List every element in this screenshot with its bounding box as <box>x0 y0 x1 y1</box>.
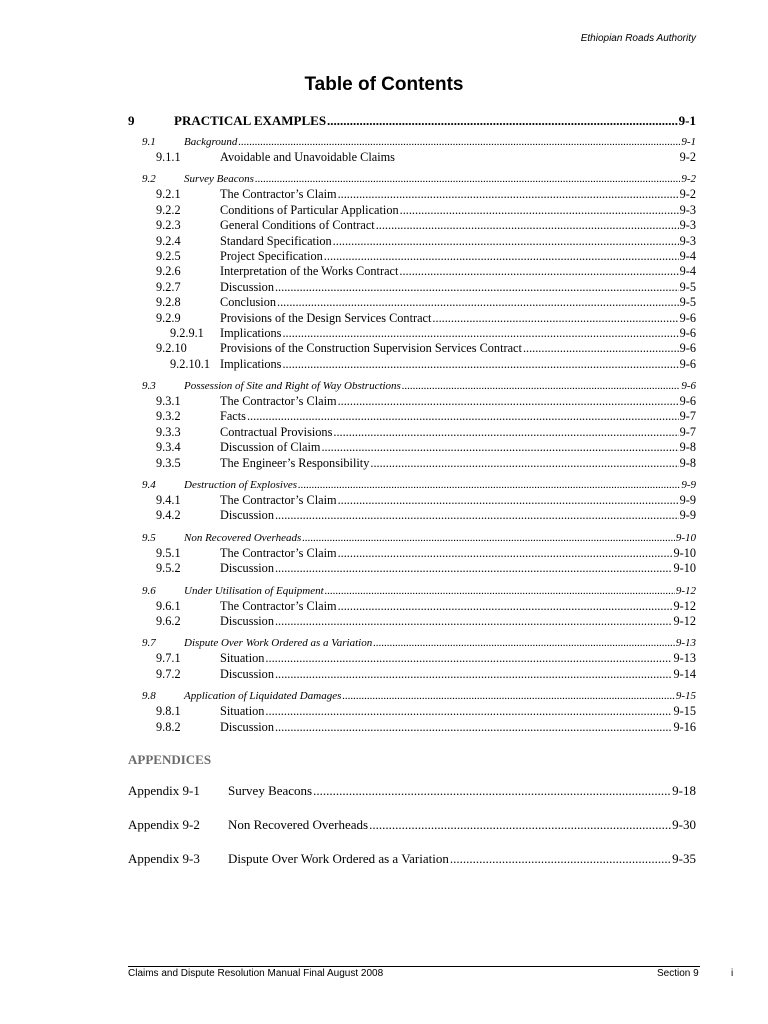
toc-entry[interactable] <box>128 651 696 666</box>
toc-entry-page: 9-1 <box>678 113 696 128</box>
appendices-list <box>128 782 696 884</box>
toc-entry-label: Interpretation of the Works Contract <box>220 264 399 279</box>
toc-entry-number: 9.6 <box>142 584 156 597</box>
toc-entry-label: Implications <box>220 325 282 340</box>
toc-entry-number: 9.2.7 <box>156 279 181 294</box>
toc-entry-number: Appendix 9-1 <box>128 783 200 798</box>
toc-entry-label: Situation <box>220 651 265 666</box>
toc-entry-label: Facts <box>220 409 246 424</box>
toc-entry-leader <box>275 508 679 523</box>
toc-entry-leader <box>298 478 680 493</box>
toc-entry-page: 9-8 <box>679 455 696 470</box>
toc-entry-number: 9.2.8 <box>156 295 181 310</box>
toc-entry-label: Non Recovered Overheads <box>228 817 369 832</box>
toc-entry-leader <box>402 379 680 394</box>
toc-entry-leader <box>313 782 671 800</box>
toc-entry-number: 9.2.9 <box>156 310 181 325</box>
toc-entry[interactable] <box>128 234 696 249</box>
toc-entry-page: 9-2 <box>679 187 696 202</box>
appendix-entry[interactable] <box>128 850 696 868</box>
toc-entry-leader <box>265 704 672 719</box>
toc-entry-label: The Contractor’s Claim <box>220 493 337 508</box>
toc-entry-number: 9.8.1 <box>156 704 181 719</box>
toc-entry-page: 9-13 <box>675 637 696 650</box>
toc-entry-leader <box>302 531 675 546</box>
table-of-contents <box>128 111 696 735</box>
toc-entry-label: Situation <box>220 704 265 719</box>
toc-entry[interactable] <box>128 599 696 614</box>
toc-entry[interactable] <box>128 636 696 651</box>
toc-entry-label: Application of Liquidated Damages <box>184 690 342 703</box>
toc-entry-page: 9-6 <box>679 310 696 325</box>
toc-entry[interactable] <box>128 379 696 394</box>
toc-entry[interactable] <box>128 704 696 719</box>
toc-entry-number: 9.2.1 <box>156 187 181 202</box>
toc-entry-label: Discussion <box>220 613 274 628</box>
toc-entry-leader <box>325 584 675 599</box>
toc-entry-label: Under Utilisation of Equipment <box>184 584 324 597</box>
toc-entry-label: Discussion of Claim <box>220 440 321 455</box>
toc-entry-number: 9.3.3 <box>156 424 181 439</box>
toc-entry-label: General Conditions of Contract <box>220 218 375 233</box>
toc-entry-leader <box>450 850 671 868</box>
toc-entry-number: 9.2.10 <box>156 341 187 356</box>
footer-section: Section 9 <box>657 968 699 979</box>
toc-entry-number: 9.5 <box>142 531 156 544</box>
toc-entry-label: Contractual Provisions <box>220 424 333 439</box>
toc-entry-leader <box>275 280 679 295</box>
toc-entry-label: Possession of Site and Right of Way Obstructions <box>184 380 401 393</box>
appendices-heading: APPENDICES <box>128 752 212 767</box>
toc-entry-page: 9-3 <box>679 218 696 233</box>
toc-entry-leader <box>376 218 679 233</box>
running-header: Ethiopian Roads Authority <box>580 33 696 44</box>
toc-entry-number: Appendix 9-3 <box>128 851 200 866</box>
toc-entry-number: 9.2.5 <box>156 248 181 263</box>
toc-entry-page: 9-6 <box>679 325 696 340</box>
toc-entry-leader <box>324 249 679 264</box>
toc-entry[interactable] <box>128 218 696 233</box>
toc-entry-leader <box>265 651 672 666</box>
toc-entry-page: 9-1 <box>681 136 696 148</box>
toc-entry-leader <box>369 816 671 834</box>
toc-entry-number: 9.2.4 <box>156 233 181 248</box>
toc-entry-number: 9.5.1 <box>156 545 181 560</box>
toc-entry[interactable] <box>128 584 696 599</box>
toc-entry-leader <box>333 425 678 440</box>
toc-entry-number: 9.4.1 <box>156 493 181 508</box>
toc-entry-number: 9.7.2 <box>156 666 181 681</box>
toc-entry-label: Project Specification <box>220 248 323 263</box>
toc-entry-number: 9.4 <box>142 479 156 492</box>
toc-entry-page: 9-13 <box>673 651 696 666</box>
toc-entry-label: The Contractor’s Claim <box>220 598 337 613</box>
appendix-entry[interactable] <box>128 816 696 834</box>
toc-entry-leader <box>338 187 679 202</box>
toc-entry-page: 9-3 <box>679 233 696 248</box>
toc-entry-page: 9-6 <box>679 356 696 371</box>
toc-entry-leader <box>338 493 679 508</box>
toc-entry[interactable] <box>128 264 696 279</box>
toc-entry-page: 9-4 <box>679 248 696 263</box>
toc-entry-leader <box>432 311 678 326</box>
toc-entry-leader <box>370 456 678 471</box>
toc-entry-label: Non Recovered Overheads <box>184 531 302 544</box>
toc-entry-number: 9.1 <box>142 136 156 148</box>
toc-entry-leader <box>321 440 678 455</box>
toc-entry-leader <box>523 341 679 356</box>
toc-entry-label: Dispute Over Work Ordered as a Variation <box>228 851 449 866</box>
toc-entry-number: 9.3.2 <box>156 409 181 424</box>
footer-rule <box>128 966 700 967</box>
toc-entry-page: 9-14 <box>673 666 696 681</box>
toc-entry-leader <box>338 546 673 561</box>
toc-entry-page: 9-35 <box>672 851 696 866</box>
toc-entry[interactable] <box>128 203 696 218</box>
toc-entry-leader <box>275 720 672 735</box>
toc-entry-label: Provisions of the Design Services Contract <box>220 310 432 325</box>
toc-entry-number: 9.3.4 <box>156 440 181 455</box>
toc-entry[interactable] <box>128 187 696 202</box>
toc-entry-page: 9-6 <box>679 394 696 409</box>
toc-entry[interactable] <box>128 546 696 561</box>
page-title: Table of Contents <box>304 74 464 95</box>
toc-entry-label: Standard Specification <box>220 233 332 248</box>
toc-entry[interactable] <box>128 150 696 165</box>
toc-entry-leader <box>282 357 678 372</box>
toc-entry-leader <box>275 561 672 576</box>
toc-entry-number: 9.2 <box>142 173 156 186</box>
toc-entry[interactable] <box>128 493 696 508</box>
toc-entry[interactable] <box>128 295 696 310</box>
toc-entry-page: 9-2 <box>679 150 696 164</box>
toc-entry-leader <box>275 614 672 629</box>
toc-entry[interactable] <box>128 720 696 735</box>
toc-entry-number: 9.5.2 <box>156 561 181 576</box>
toc-entry-label: Conditions of Particular Application <box>220 202 399 217</box>
toc-entry-label: Conclusion <box>220 295 277 310</box>
toc-entry-page: 9-8 <box>679 440 696 455</box>
toc-entry-page: 9-12 <box>673 598 696 613</box>
toc-entry[interactable] <box>128 280 696 295</box>
toc-entry-leader <box>282 326 678 341</box>
toc-entry-label: Implications <box>220 356 282 371</box>
toc-entry-page: 9-7 <box>679 409 696 424</box>
toc-entry-page: 9-9 <box>681 479 696 492</box>
toc-entry-leader <box>277 295 679 310</box>
toc-entry[interactable] <box>128 440 696 455</box>
toc-entry-leader <box>327 111 678 131</box>
toc-entry-number: 9.6.1 <box>156 598 181 613</box>
toc-entry-label: Dispute Over Work Ordered as a Variation <box>184 637 373 650</box>
toc-entry-number: 9.2.9.1 <box>170 325 204 340</box>
footer-page-number: i <box>731 968 734 979</box>
toc-entry-page: 9-2 <box>681 173 696 186</box>
toc-entry-number: 9 <box>128 113 135 128</box>
toc-entry-label: Discussion <box>220 508 274 523</box>
toc-entry-label: The Engineer’s Responsibility <box>220 455 370 470</box>
toc-entry-leader <box>373 636 675 651</box>
toc-entry-page: 9-9 <box>679 493 696 508</box>
toc-entry-label: Destruction of Explosives <box>184 479 298 492</box>
toc-entry[interactable] <box>128 614 696 629</box>
toc-entry-label: Discussion <box>220 719 274 734</box>
toc-entry-leader <box>338 394 679 409</box>
toc-entry-leader <box>342 689 674 704</box>
toc-entry-number: 9.3 <box>142 380 156 393</box>
toc-entry-page: 9-18 <box>672 783 696 798</box>
toc-entry-page: 9-10 <box>673 561 696 576</box>
toc-entry-leader <box>247 409 679 424</box>
toc-entry-page: 9-12 <box>673 613 696 628</box>
toc-entry[interactable] <box>128 341 696 356</box>
toc-entry[interactable] <box>128 394 696 409</box>
toc-entry-number: Appendix 9-2 <box>128 817 200 832</box>
toc-entry-page: 9-4 <box>679 264 696 279</box>
toc-entry-page: 9-10 <box>673 545 696 560</box>
toc-entry-label: Discussion <box>220 666 274 681</box>
footer-document-title: Claims and Dispute Resolution Manual Final August 2008 <box>128 968 384 979</box>
toc-entry[interactable] <box>128 508 696 523</box>
toc-entry-label: The Contractor’s Claim <box>220 545 337 560</box>
toc-entry[interactable] <box>128 531 696 546</box>
toc-entry-leader <box>399 264 678 279</box>
toc-entry-page: 9-6 <box>679 341 696 356</box>
toc-entry-number: 9.3.5 <box>156 455 181 470</box>
toc-entry[interactable] <box>128 135 696 150</box>
toc-entry-number: 9.8 <box>142 690 156 703</box>
toc-entry-label: Discussion <box>220 279 274 294</box>
toc-entry-page: 9-12 <box>675 584 696 597</box>
toc-entry-number: 9.2.6 <box>156 264 181 279</box>
toc-entry-leader <box>275 667 672 682</box>
toc-entry-label: PRACTICAL EXAMPLES <box>174 113 327 128</box>
toc-entry-leader <box>333 234 679 249</box>
toc-entry[interactable] <box>128 357 696 372</box>
toc-entry-leader <box>255 172 680 187</box>
toc-entry-label: Discussion <box>220 561 274 576</box>
toc-entry-leader <box>238 135 680 150</box>
toc-entry-page: 9-30 <box>672 817 696 832</box>
toc-entry[interactable] <box>128 326 696 341</box>
toc-entry[interactable] <box>128 561 696 576</box>
toc-entry[interactable] <box>128 111 696 131</box>
toc-entry-label: The Contractor’s Claim <box>220 187 337 202</box>
toc-entry-label: Survey Beacons <box>184 173 254 186</box>
toc-entry[interactable] <box>128 172 696 187</box>
toc-entry[interactable] <box>128 456 696 471</box>
toc-entry-page: 9-7 <box>679 424 696 439</box>
toc-entry[interactable] <box>128 409 696 424</box>
toc-entry-number: 9.4.2 <box>156 508 181 523</box>
toc-entry-number: 9.7.1 <box>156 651 181 666</box>
appendix-entry[interactable] <box>128 782 696 800</box>
toc-entry-page: 9-6 <box>681 380 696 393</box>
toc-entry-number: 9.1.1 <box>156 150 181 164</box>
toc-entry-page: 9-15 <box>673 704 696 719</box>
toc-entry-number: 9.7 <box>142 637 156 650</box>
toc-entry[interactable] <box>128 667 696 682</box>
toc-entry-page: 9-5 <box>679 295 696 310</box>
toc-entry-label: The Contractor’s Claim <box>220 394 337 409</box>
toc-entry-number: 9.8.2 <box>156 719 181 734</box>
toc-entry-number: 9.6.2 <box>156 613 181 628</box>
toc-entry-label: Survey Beacons <box>228 783 313 798</box>
toc-entry-label: Avoidable and Unavoidable Claims <box>220 150 395 164</box>
toc-entry[interactable] <box>128 311 696 326</box>
toc-entry-label: Background <box>184 136 238 148</box>
toc-entry-label: Provisions of the Construction Supervision Services Contract <box>220 341 522 356</box>
toc-entry-number: 9.3.1 <box>156 394 181 409</box>
toc-entry[interactable] <box>128 425 696 440</box>
toc-entry-number: 9.2.3 <box>156 218 181 233</box>
toc-entry[interactable] <box>128 478 696 493</box>
toc-entry-leader <box>338 599 673 614</box>
toc-entry-page: 9-15 <box>675 690 696 703</box>
toc-entry[interactable] <box>128 249 696 264</box>
toc-entry-leader <box>400 203 679 218</box>
toc-entry-page: 9-16 <box>673 719 696 734</box>
toc-entry-page: 9-10 <box>675 531 696 544</box>
toc-entry-page: 9-5 <box>679 279 696 294</box>
toc-entry[interactable] <box>128 689 696 704</box>
toc-entry-page: 9-3 <box>679 202 696 217</box>
toc-entry-page: 9-9 <box>679 508 696 523</box>
toc-entry-number: 9.2.10.1 <box>170 356 210 371</box>
toc-entry-number: 9.2.2 <box>156 202 181 217</box>
